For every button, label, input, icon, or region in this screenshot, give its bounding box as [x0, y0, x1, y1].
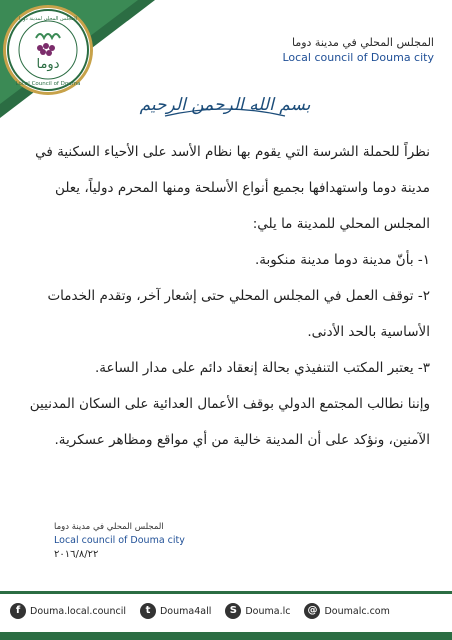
skype-icon: S — [225, 603, 241, 619]
facebook-label: Douma.local.council — [30, 605, 126, 617]
council-logo-emblem — [6, 8, 90, 92]
header-title — [282, 36, 434, 66]
council-logo — [6, 8, 90, 92]
council-name-arabic: المجلس المحلي في مدينة دوما — [291, 36, 434, 49]
statement-item-2-cont: الأساسية بالحد الأدنى. — [307, 324, 430, 340]
council-name-english: Local council of Douma city — [282, 51, 434, 64]
web-icon: @ — [304, 603, 320, 619]
facebook-link[interactable] — [10, 603, 126, 619]
statement-line: المجلس المحلي للمدينة ما يلي: — [252, 216, 430, 232]
facebook-icon: f — [10, 603, 26, 619]
twitter-icon: t — [140, 603, 156, 619]
signature-date: ٢٠١٦/٨/٢٢ — [54, 549, 99, 560]
website-label: Doumalc.com — [324, 605, 390, 617]
statement-item-2: ٢- توقف العمل في المجلس المحلي حتى إشعار آخر، وتقدم الخدمات — [47, 288, 430, 304]
statement-line: وإننا نطالب المجتمع الدولي بوقف الأعمال العدائية على السكان المدنيين — [29, 396, 430, 412]
footer-bottom-stripe — [0, 632, 452, 640]
statement-line: مدينة دوما واستهدافها بجميع أنواع الأسلحة ومنها المحرم دولياً، يعلن — [55, 180, 430, 196]
footer-divider — [0, 591, 452, 594]
logo-top-text: المجلس المحلي لمدينة دوما — [18, 16, 78, 22]
logo-center-text: دوما — [36, 57, 60, 72]
twitter-label: Douma4all — [159, 605, 212, 617]
statement-line: نظراً للحملة الشرسة التي يقوم بها نظام الأسد على الأحياء السكنية في — [35, 144, 430, 160]
social-links — [10, 603, 390, 619]
bismillah-calligraphy — [139, 72, 311, 132]
statement-item-3: ٣- يعتبر المكتب التنفيذي بحالة إنعقاد دائم على مدار الساعة. — [94, 360, 430, 376]
signature-block — [54, 522, 185, 560]
statement-line: الآمنين، ونؤكد على أن المدينة خالية من أي مواقع ومظاهر عسكرية. — [54, 432, 430, 448]
bismillah-text: بسم الله الرحمن الرحيم — [139, 95, 311, 115]
logo-bottom-text: Local Council of Douma — [15, 81, 81, 87]
website-link[interactable] — [304, 603, 389, 619]
footer-bar — [0, 591, 452, 640]
skype-link[interactable] — [225, 603, 290, 619]
skype-label: Douma.lc — [245, 605, 291, 617]
signature-council-arabic: المجلس المحلي في مدينة دوما — [54, 522, 164, 532]
statement-item-1: ١- بأنّ مدينة دوما مدينة منكوبة. — [254, 252, 430, 268]
twitter-link[interactable] — [140, 603, 211, 619]
statement-body — [22, 140, 430, 464]
signature-council-english: Local council of Douma city — [54, 535, 185, 546]
